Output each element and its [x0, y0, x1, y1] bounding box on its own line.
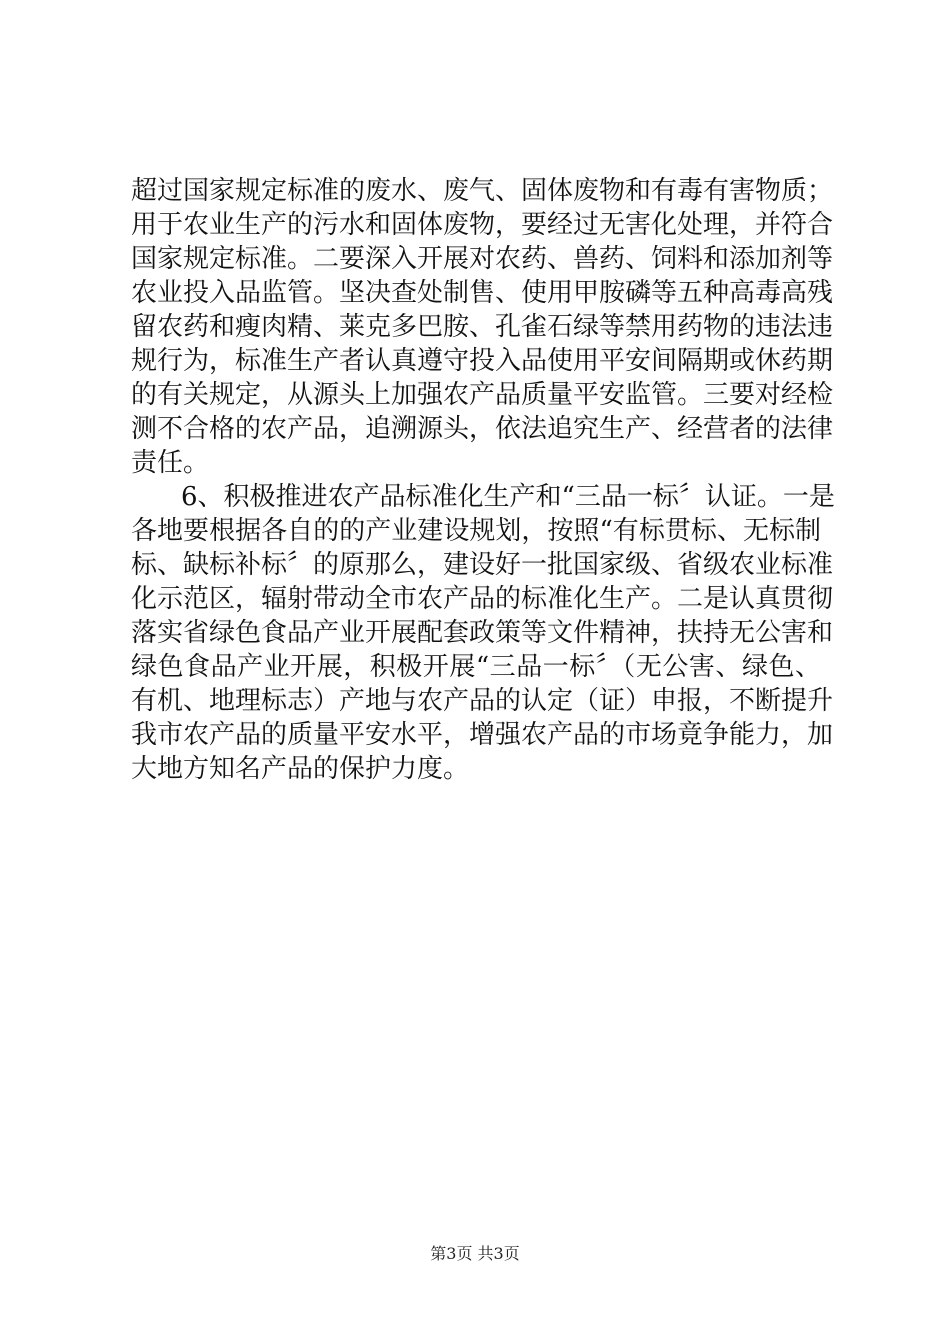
document-body	[131, 174, 835, 786]
text-line: 超过国家规定标准的废水、废气、固体废物和有毒有害物质；	[131, 176, 834, 206]
text-line: 绿色食品产业开展，积极开展“三品一标〞（无公害、绿色、	[131, 652, 821, 682]
text-line: 落实省绿色食品产业开展配套政策等文件精神，扶持无公害和	[131, 618, 834, 648]
text-line: 农业投入品监管。坚决查处制售、使用甲胺磷等五种高毒高残	[131, 278, 834, 308]
text-line: 大地方知名产品的保护力度。	[131, 754, 470, 784]
text-line: 6、积极推进农产品标准化生产和“三品一标〞认证。一是	[181, 482, 835, 512]
text-line: 留农药和瘦肉精、莱克多巴胺、孔雀石绿等禁用药物的违法违	[131, 312, 834, 342]
paragraph-2	[131, 480, 835, 786]
text-line: 国家规定标准。二要深入开展对农药、兽药、饲料和添加剂等	[131, 244, 834, 274]
text-line: 的有关规定，从源头上加强农产品质量平安监管。三要对经检	[131, 380, 834, 410]
text-line: 测不合格的农产品，追溯源头，依法追究生产、经营者的法律	[131, 414, 834, 444]
text-line: 责任。	[131, 448, 210, 478]
text-line: 规行为，标准生产者认真遵守投入品使用平安间隔期或休药期	[131, 346, 834, 376]
paragraph-1	[131, 174, 834, 480]
page-number-footer: 第3页 共3页	[430, 1244, 520, 1263]
text-line: 各地要根据各自的的产业建设规划，按照“有标贯标、无标制	[131, 516, 821, 546]
text-line: 有机、地理标志）产地与农产品的认定（证）申报，不断提升	[131, 686, 834, 716]
text-line: 标、缺标补标〞的原那么，建设好一批国家级、省级农业标准	[131, 550, 834, 580]
text-line: 我市农产品的质量平安水平，增强农产品的市场竟争能力，加	[131, 720, 834, 750]
text-line: 化示范区，辐射带动全市农产品的标准化生产。二是认真贯彻	[131, 584, 834, 614]
text-line: 用于农业生产的污水和固体废物，要经过无害化处理，并符合	[131, 210, 834, 240]
